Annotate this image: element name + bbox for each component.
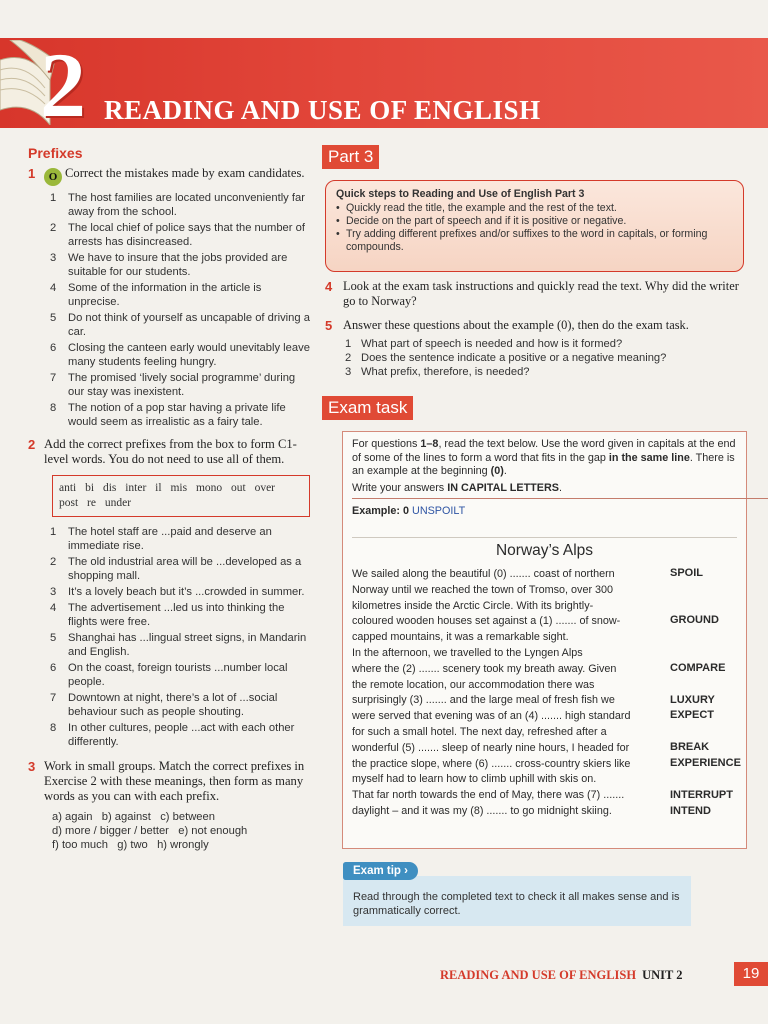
exam-task-label: Exam task	[322, 396, 413, 420]
text-title: Norway’s Alps	[495, 541, 594, 559]
exercise-number: 1	[28, 166, 36, 181]
keyword: SPOIL	[670, 567, 704, 579]
list-item: 3 What prefix, therefore, is needed?	[345, 366, 530, 378]
page-title: READING AND USE OF ENGLISH	[104, 95, 541, 125]
footer-running-head: READING AND USE OF ENGLISH UNIT 2	[440, 968, 683, 982]
bullet-icon: •	[336, 202, 340, 214]
list-item: 6 Closing the canteen early would unevitably leave many students feeling hungry.	[50, 342, 310, 368]
passage-line: In the afternoon, we travelled to the Lyngen Alps	[352, 646, 583, 659]
meanings-line: f) too much g) two h) wrongly	[52, 839, 209, 851]
list-item: 1 What part of speech is needed and how is it formed?	[345, 338, 623, 350]
list-item: 7 The promised ‘lively social programme’ during our stay was inexistent.	[50, 372, 296, 398]
meanings-list	[52, 810, 310, 852]
exercise-4	[325, 279, 745, 309]
list-item: 3 It’s a lovely beach but it’s ...crowded in summer.	[50, 586, 305, 598]
list-item: 3 We have to insure that the jobs provided are suitable for our students.	[50, 252, 288, 278]
list-item: 1 The host families are located unconveniently far away from the school.	[50, 192, 305, 218]
passage-line: That far north towards the end of May, there was (7) .......	[352, 789, 625, 802]
keyword: BREAK	[670, 741, 710, 753]
example-answer: UNSPOILT	[412, 505, 466, 517]
exercise-4-instruction: Look at the exam task instructions and quickly read the text. Why did the writer go to Norway?	[343, 279, 739, 308]
meanings-line: a) again b) against c) between	[52, 811, 215, 823]
passage	[352, 567, 741, 820]
list-item: 2 Does the sentence indicate a positive or a negative meaning?	[345, 352, 667, 364]
list-item: 8 The notion of a pop star having a private life would seem as irrealistic as a fairy tale.	[50, 402, 286, 428]
divider	[352, 537, 737, 538]
list-item: 2 The local chief of police says that the number of arrests has disincreased.	[50, 222, 305, 248]
keyword: LUXURY	[670, 694, 715, 706]
exercise-1-header	[28, 166, 310, 186]
list-item: 5 Shanghai has ...lingual street signs, in Mandarin and English.	[50, 632, 307, 658]
passage-line: were served that evening was of an (4) ....... high standard	[352, 710, 631, 723]
passage-line: where the (2) ....... scenery took my breath away. Given	[352, 662, 617, 675]
chevron-right-icon: ›	[404, 865, 408, 877]
exam-candidates-icon: O	[44, 168, 62, 186]
exam-task-box	[342, 431, 747, 849]
list-item: 2 The old industrial area will be ...developed as a shopping mall.	[50, 556, 302, 582]
quick-steps-title: Quick steps to Reading and Use of English Part 3	[336, 188, 585, 200]
list-item: 6 On the coast, foreign tourists ...number local people.	[50, 662, 288, 688]
passage-line: We sailed along the beautiful (0) ....... coast of northern	[352, 568, 615, 580]
quick-steps-box	[325, 180, 744, 272]
task-instructions: For questions 1–8, read the text below. Use the word given in capitals at the end of some of the lines to form a word that fits in the gap in the same line. There is an example at the beginning (0).	[352, 438, 736, 477]
passage-line: myself had to learn how to climb uphill with skis on.	[352, 773, 597, 786]
left-column	[28, 146, 310, 852]
prefix-word-box: anti bi dis inter il mis mono out over post re under	[52, 475, 310, 517]
list-item: 5 Do not think of yourself as uncapable of driving a car.	[50, 312, 310, 338]
passage-line: the remote location, our accommodation there was	[352, 678, 595, 691]
bullet-icon: •	[336, 215, 340, 227]
exam-tip-box: Read through the completed text to check it all makes sense and is grammatically correct.	[343, 876, 691, 926]
passage-line: for such a small hotel. The next day, refreshed after a	[352, 725, 607, 738]
exercise-3-header	[28, 759, 310, 804]
list-item: • Try adding different prefixes and/or suffixes to the word in capitals, or forming compounds.	[336, 228, 708, 253]
list-item: 7 Downtown at night, there’s a lot of ...social behaviour such as people shouting.	[50, 692, 278, 718]
keyword: COMPARE	[670, 662, 726, 674]
meanings-line: d) more / bigger / better e) not enough	[52, 825, 248, 837]
task-example: Example: 0 UNSPOILT	[352, 505, 466, 517]
exam-tip-label: Exam tip ›	[343, 862, 418, 880]
passage-line: capped mountains, it was a remarkable sight.	[352, 631, 569, 644]
exercise-2-instruction: Add the correct prefixes from the box to form C1-level words. You do not need to use all of them.	[44, 437, 297, 466]
exercise-5-instruction: Answer these questions about the example (0), then do the exam task.	[343, 318, 689, 332]
list-item: 4 Some of the information in the article is unprecise.	[50, 282, 262, 308]
exercise-3-instruction: Work in small groups. Match the correct prefixes in Exercise 2 with these meanings, then form as many words as you can with each prefix.	[44, 759, 305, 803]
keyword: INTERRUPT	[670, 789, 733, 801]
capital-letters-instruction: Write your answers IN CAPITAL LETTERS.	[352, 482, 768, 500]
passage-line: coloured wooden houses set against a (1) ....... of snow-	[352, 615, 621, 628]
exercise-2-header	[28, 437, 310, 467]
page-number: 19	[734, 962, 768, 986]
part-3-label: Part 3	[322, 145, 379, 169]
list-item: • Decide on the part of speech and if it is positive or negative.	[336, 215, 627, 227]
exercise-2-list	[28, 525, 310, 749]
keyword: EXPERIENCE	[670, 757, 741, 769]
section-title-prefixes: Prefixes	[28, 145, 83, 161]
keyword: INTEND	[670, 805, 711, 817]
exercise-5-list	[325, 337, 745, 379]
passage-line: wonderful (5) ....... sleep of nearly nine hours, I headed for	[352, 741, 630, 754]
unit-number: 2	[40, 34, 86, 136]
passage-line: Norway until we reached the town of Tromso, over 300	[352, 583, 614, 596]
exercise-number: 4	[325, 279, 333, 294]
passage-line: surprisingly (3) ....... and the large meal of fresh fish we	[352, 694, 615, 707]
keyword: EXPECT	[670, 709, 715, 721]
exercise-5	[325, 318, 745, 379]
exercise-number: 2	[28, 437, 36, 452]
exercise-1-instruction: Correct the mistakes made by exam candidates.	[65, 166, 305, 180]
list-item: • Quickly read the title, the example and the rest of the text.	[336, 202, 617, 214]
exercise-number: 3	[28, 759, 36, 774]
list-item: 1 The hotel staff are ...paid and deserve an immediate rise.	[50, 526, 272, 552]
list-item: 8 In other cultures, people ...act with each other differently.	[50, 722, 295, 748]
keyword: GROUND	[670, 614, 719, 626]
passage-line: the practice slope, where (6) ....... cross-country skiers like	[352, 757, 631, 770]
passage-line: kilometres inside the Arctic Circle. With its brightly-	[352, 599, 594, 612]
exercise-number: 5	[325, 318, 333, 333]
bullet-icon: •	[336, 228, 340, 240]
list-item: 4 The advertisement ...led us into thinking the flights were free.	[50, 602, 285, 628]
exercise-1-list	[28, 191, 310, 429]
passage-line: daylight – and it was my (8) ....... to go midnight skiing.	[352, 804, 612, 817]
quick-steps-list	[336, 202, 733, 254]
